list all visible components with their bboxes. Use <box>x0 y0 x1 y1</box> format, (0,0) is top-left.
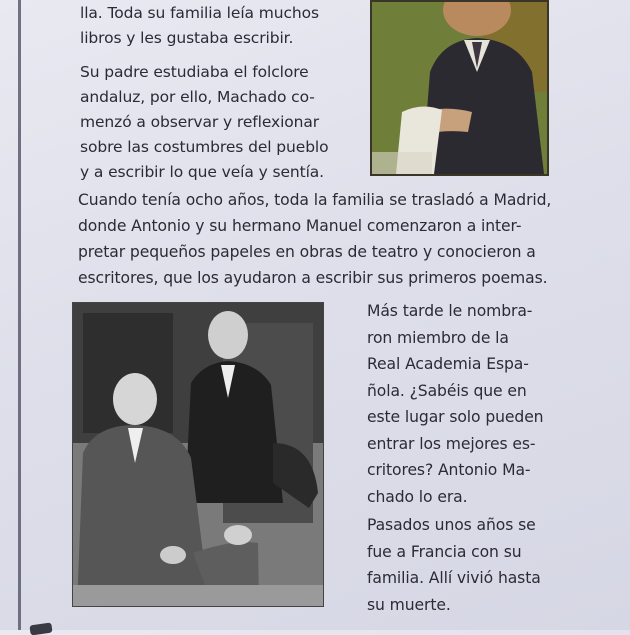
text-line: critores? Antonio Ma- <box>367 461 531 479</box>
paragraph-academia <box>367 298 543 510</box>
text-line: Pasados unos años se <box>367 516 536 534</box>
text-line: donde Antonio y su hermano Manuel comenzaron a inter- <box>78 217 522 235</box>
text-line: pretar pequeños papeles en obras de teatro y conocieron a <box>78 243 536 261</box>
machado-portrait-painting <box>370 0 549 176</box>
text-line: Cuando tenía ocho años, toda la familia se trasladó a Madrid, <box>78 191 552 209</box>
text-line: ron miembro de la <box>367 328 509 347</box>
paragraph-family <box>80 1 319 51</box>
text-line: chado lo era. <box>367 487 468 506</box>
text-line: escritores, que los ayudaron a escribir sus primeros poemas. <box>78 269 548 287</box>
paragraph-father <box>80 60 329 185</box>
paragraph-madrid <box>78 187 551 291</box>
text-line: Real Academia Espa- <box>367 355 529 373</box>
text-line: ñola. ¿Sabéis que en <box>367 381 527 400</box>
page-corner-mark <box>29 623 52 635</box>
text-line: sobre las costumbres del pueblo <box>80 138 329 156</box>
text-line: libros y les gustaba escribir. <box>80 29 294 47</box>
text-line: Más tarde le nombra- <box>367 302 533 320</box>
margin-rule <box>18 0 21 630</box>
text-line: andaluz, por ello, Machado co- <box>80 88 315 106</box>
text-line: entrar los mejores es- <box>367 434 536 453</box>
text-line: menzó a observar y reflexionar <box>80 113 320 131</box>
text-line: Su padre estudiaba el folclore <box>80 63 309 81</box>
text-line: su muerte. <box>367 595 451 614</box>
paragraph-francia <box>367 512 541 618</box>
text-line: familia. Allí vivió hasta <box>367 569 541 587</box>
text-line: y a escribir lo que veía y sentía. <box>80 163 325 181</box>
brothers-photograph <box>72 302 324 607</box>
text-line: lla. Toda su familia leía muchos <box>80 4 319 22</box>
text-line: fue a Francia con su <box>367 542 522 561</box>
text-line: este lugar solo pueden <box>367 408 544 426</box>
